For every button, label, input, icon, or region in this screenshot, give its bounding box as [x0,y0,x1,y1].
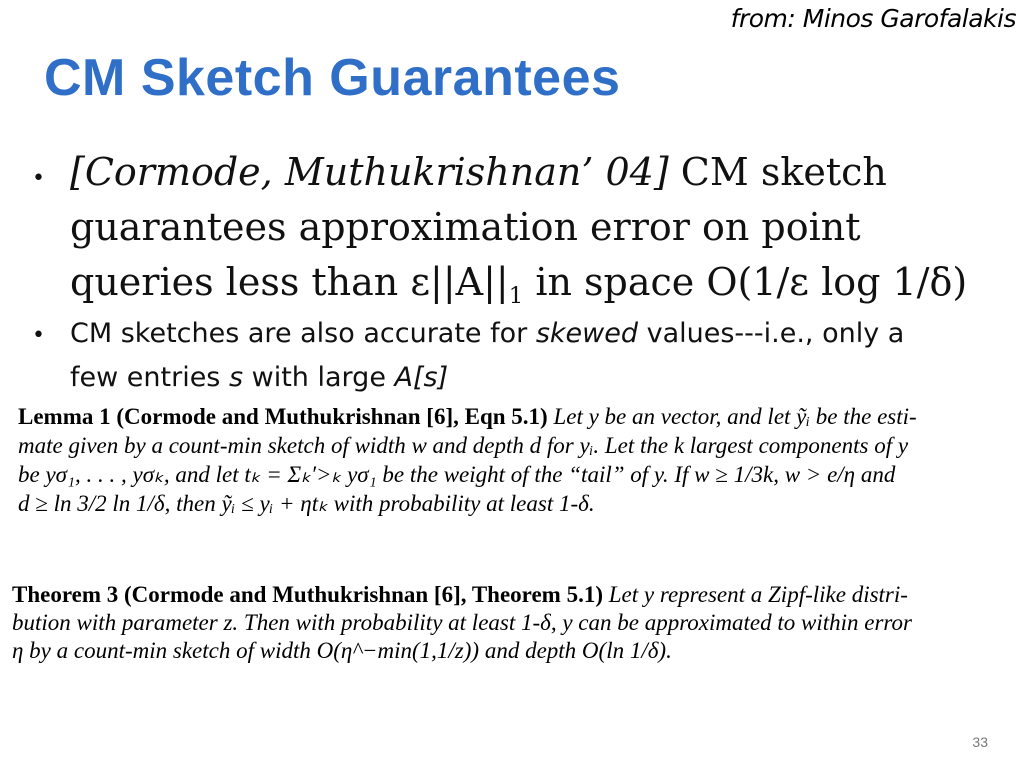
lemma-line2: mate given by a count-min sketch of width w and depth d for yᵢ. Let the k largest components of y [18,433,909,458]
bullet-dot-icon: • [32,166,45,191]
skewed-word: skewed [535,318,638,349]
bullet2-text-d: with large [251,362,386,393]
bullet2-text-c: few entries [70,362,221,393]
lemma-block [18,402,1014,518]
page-number: 33 [972,734,988,750]
bullet2-text-b: values---i.e., only a [646,318,905,349]
citation: [Cormode, Muthukrishnan’ 04] [70,150,669,194]
bullet-dot-icon: • [32,323,45,348]
array-entry: A[s] [394,362,449,393]
slide-title: CM Sketch Guarantees [44,49,621,107]
bullet-item-guarantee [28,145,1018,310]
bullet1-line1-rest: CM sketch [680,150,887,194]
bullet1-line3a: queries less than ε||A|| [70,260,509,304]
theorem-line2: bution with parameter z. Then with probability at least 1-δ, y can be approximated to within error [12,610,912,635]
theorem-block [12,581,1012,665]
bullet-item-skewed [28,312,1018,400]
bullet-list [28,145,1018,400]
lemma-line3: be yσ₁, . . . , yσₖ, and let tₖ = Σₖ′>ₖ yσ₁ be the weight of the “tail” of y. If w ≥ 1/3k, w > e/η and [18,462,896,487]
source-credit: from: Minos Garofalakis [730,4,1016,33]
entry-variable: s [228,362,244,393]
lemma-line4: d ≥ ln 3/2 ln 1/δ, then ỹᵢ ≤ yᵢ + ηtₖ with probability at least 1-δ. [18,491,595,516]
bullet1-line2: guarantees approximation error on point [70,205,861,249]
bullet2-text-a: CM sketches are also accurate for [70,318,528,349]
lemma-header: Lemma 1 (Cormode and Muthukrishnan [6], Eqn 5.1) [18,404,548,429]
bullet1-line3b: in space O(1/ε log 1/δ) [535,260,968,304]
theorem-line3: η by a count-min sketch of width O(η^−min(1,1/z)) and depth O(ln 1/δ). [12,638,672,663]
theorem-line1: Let y represent a Zipf-like distri- [608,582,908,607]
norm-subscript: 1 [508,282,524,309]
theorem-header: Theorem 3 (Cormode and Muthukrishnan [6], Theorem 5.1) [12,582,603,607]
lemma-line1: Let y be an vector, and let ỹᵢ be the esti- [553,404,917,429]
